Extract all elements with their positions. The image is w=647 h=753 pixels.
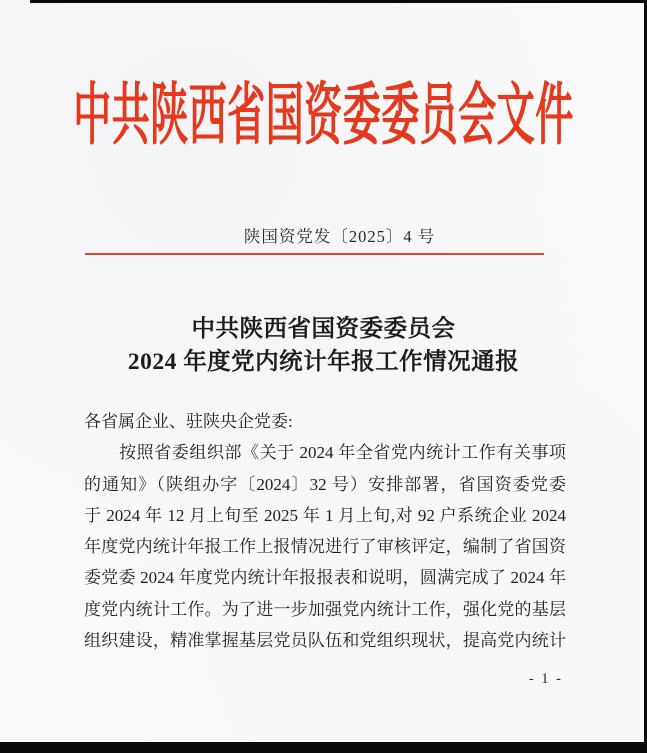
page-number: - 1 - (528, 671, 563, 687)
body-text-line: 组织建设，精准掌握基层党员队伍和党组织现状，提高党内统计 (84, 631, 566, 651)
body-text-line: 的通知》（陕组办字〔2024〕32 号）安排部署，省国资委党委 (84, 474, 566, 494)
scan-edge-top (30, 0, 647, 3)
red-divider-line (85, 253, 544, 255)
salutation-line: 各省属企业、驻陕央企党委: (84, 412, 293, 431)
document-body (84, 406, 566, 656)
red-header-masthead (0, 72, 647, 154)
body-text-line: 年度党内统计年报工作上报情况进行了审核评定，编制了省国资 (84, 537, 566, 557)
document-title (0, 313, 647, 378)
document-reference-number: 陕国资党发〔2025〕4 号 (243, 227, 436, 246)
document-title-line2: 2024 年度党内统计年报工作情况通报 (127, 348, 520, 375)
issuing-authority-title: 中共陕西省国资委委员会文件 (73, 78, 574, 154)
body-text-line: 按照省委组织部《关于 2024 年全省党内统计工作有关事项 (84, 443, 566, 463)
document-title-line1: 中共陕西省国资委委员会 (191, 316, 456, 342)
body-text-line: 于 2024 年 12 月上旬至 2025 年 1 月上旬,对 92 户系统企业 2024 (84, 505, 566, 525)
body-text-line: 委党委 2024 年度党内统计年报报表和说明，圆满完成了 2024 年 (84, 568, 566, 588)
body-text-line: 度党内统计工作。为了进一步加强党内统计工作，强化党的基层 (84, 599, 566, 619)
scan-edge-bottom (0, 742, 647, 753)
